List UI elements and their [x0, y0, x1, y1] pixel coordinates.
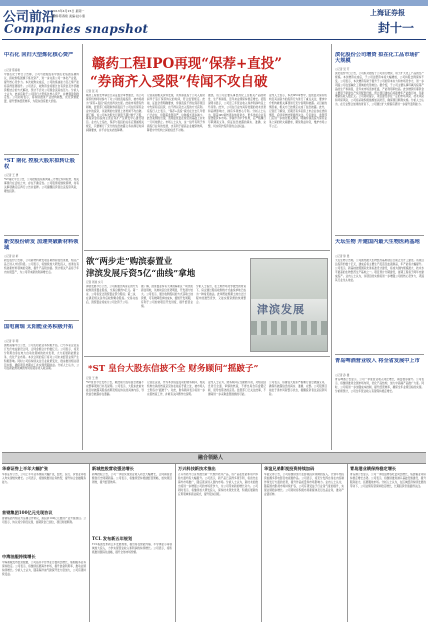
bottom-col2-title: TCL 发布新五年规划: [92, 536, 133, 541]
bottom-left-body2: 首钢集团与相关方签署合作协议，拟投资100亿元推进产业升级项目。公司表示，协议将分阶段兑现，首期资金已到位，项目进展顺利。: [2, 517, 86, 524]
bottom-col3-body: 万兴科技今日宣布推出新一代软件技术产品，该产品在性能和用户体验方面均有大幅提升。公司表示，新产品已获得多项专利，将首先在海外市场推广，随后逐步进入国内市场。分析人士认为，新技术的推出将进一步增强公司的市场竞争力，为公司带来新的增长动力。公司同时表示，将继续加大研发投入，保持技术领先优势，积极拓展新的应用领域和商业模式，提升股东回报。: [178, 473, 258, 496]
bottom-col4-body: 华谊兄弟公告，公司将继续加大在影视投资领域的投入，计划年内投资拍摄多部电影及电视剧作品。公司表示，将充分发挥自身在内容制作和发行方面的优势，提升作品质量和市场影响力。业内人士认为，随着国内影视市场持续扩容，公司有望受益于行业景气度的提升，实现业绩稳步增长。公司同时将积极布局新媒体及衍生品业务，推动产业链延伸。: [264, 473, 344, 496]
lead-headline-line1: 赣药工程IPO再现“保荐+直投”: [92, 56, 283, 72]
st-story: [84, 358, 330, 450]
brief2-body: *ST南化今日公告，公司控股股东拟向第三方转让所持股份，相关事项仍在洽谈之中，存在不确定性。公司股票将继续停牌，待有关事项确定后再行公告并复牌。公司提醒投资者注意投资风险，理性投资。: [4, 178, 79, 193]
bottom-col1-title: 新城控股营收强劲增长: [92, 466, 134, 471]
right-story2-byline: ○记者 徐 晨: [335, 255, 350, 258]
left-column: [2, 42, 81, 452]
bottom-left-title2: 首钢集团100亿元兑现协议: [2, 510, 53, 515]
bottom-left-body1: 华泰证券公告，公司上半年业务规模大幅扩张，经纪、投行、资管业务收入均实现较快增长。公司表示，将继续推进业务转型，提升综合金融服务能力。: [2, 473, 86, 484]
right-story1-body: 滨化股份今日公告，公司拟对控股子公司进行增资，用于扩大化工产品的生产规模。本次增资完成后，子公司注册资本将大幅增加，公司持股比例保持不变。公司表示，本次增资有助于提升子公司的资本实力和市场竞争力，进一步巩固公司在氯碱化工领域的优势地位。据介绍，子公司主要从事环氧丙烷等产品的生产和销售，近年来市场需求旺盛，产能利用率较高。此次增资所募资金主要用于新建生产线及配套设施，预计项目建成后将新增年产能数万吨，年新增销售收入数亿元。公司同时提示，项目建设存在一定的市场风险、技术风险和环保风险，公司将采取积极措施加以防范，确保项目顺利实施。分析人士认为，在行业整合加速的背景下，公司通过扩大规模有望进一步提升盈利能力。: [335, 72, 424, 107]
bottom-col2-body: TCL集团发布新五年发展规划，提出将在智能终端、半导体显示等领域加大投入，力争实现营业收入和利润的持续增长。公司表示，将积极推进国际化战略，提升全球市场份额。: [92, 543, 172, 554]
middle-body-col3: 分析人士指出，在土地市场竞争激烈的背景下，房企通过股权收购的方式曲线拿地已成为一种常见做法。此举既能规避土地出让过程中的激烈竞争，又能实现资源的快速整合。: [196, 285, 246, 304]
brief4-title: 国电南瑞 太阳能业务积极开拓: [4, 324, 74, 330]
masthead-top-bar: [0, 0, 428, 6]
lead-body-col4: 业内人士表示，本次IPO审核中，监管层对保荐机构及其关联方的投资行为进行了重点关注，要求中介机构就相关事项进行充分说明和披露。从目前的情况看，相关方已按规定完成了信息披露。此外，记者还了解到，近期还有多家拟上市企业存在类似情况，后续审核结果值得关注。专家建议，监管部门应进一步细化相关规则，明确券商直投与保荐业务之间的防火墙要求，避免利益冲突，维护市场公平公正。: [269, 94, 327, 129]
masthead: [0, 0, 428, 42]
section-title-en: Companies snapshot: [4, 22, 149, 36]
brief1-title: 中石化 回归大型炼化核心资产: [4, 52, 74, 58]
st-headline: *ST 皇台大股东信披不全 财务顾问“摇跛子”: [88, 364, 259, 374]
bottom-col5-title: 青岛港业绩保持稳定增长: [350, 466, 397, 471]
ad-strip: [2, 452, 426, 464]
paper-name: 上海证券报: [370, 8, 405, 17]
right-column: [333, 42, 426, 452]
st-body-col4: 公司表示，将督促大股东严格履行信息披露义务，确保所披露信息的真实、准确、完整。公司股票目前处于退市风险警示状态，提醒投资者注意投资风险。: [269, 381, 327, 396]
photo-window-row: [251, 321, 327, 335]
lead-byline: 记者 张 亮: [86, 90, 99, 93]
news-photo: [250, 258, 328, 352]
bottom-news: [2, 464, 426, 624]
middle-story: [84, 252, 330, 354]
right-story3-body: 青岛啤酒公告显示，公司一季度营业收入同比增长，销量稳步提升。公司表示，将继续推进全国市场布局，优化产品结构，加大中高端产品推广力度。同时，公司将进一步加强成本控制，提升经营效率，确保全年业绩目标的实现。分析师预计，公司全年营业收入有望保持稳定增长。: [335, 378, 424, 393]
editor-line: 编辑:陈春艳 美编:赵小康: [52, 14, 85, 18]
st-body-col1: *ST皇台今日发布公告，就此前大股东信息披露不完整事项进行补充说明。公司表示，大股东此前未能及时披露其股权质押及相关协议的具体内容，导致信息披露存在遗漏。: [86, 381, 144, 396]
bottom-col3-title: 万兴科技新技术推出: [178, 466, 216, 471]
brief2-byline: ○记者 王 勇: [4, 174, 19, 177]
right-story3-title: 青岛啤酒营业收入 将全省发展中上市: [335, 358, 420, 364]
lead-body-col3: 据悉，该公司主要从事医药化工及相关产品的研发、生产和销售，近年来业绩保持稳定增长。招股说明书显示，公司近三年营业收入和净利润均呈上升趋势。此外，公司在行业内具有较强的技术优势和品牌影响力，拥有多项核心专利。分析人士认为，随着IPO审核逐步恢复常态，更多优质企业有望登陆资本市场。券商作为中介机构，应严格履行尽职调查义务，保证信息披露的真实、准确、完整，切实保护投资者的合法权益。: [208, 94, 266, 129]
right-story2-title: 天坛生物 开建国内最大生物医药基地: [335, 239, 420, 245]
brief4-byline: ○记者 李 明: [4, 340, 19, 343]
lead-story: [84, 42, 330, 248]
date-line: 2013年4月15日 星期一: [52, 9, 85, 13]
bottom-left-body3: 中海油服发布经营数据，公司钻井平台作业日数同比增长，船舶服务业务保持稳定。公司表示，将继续拓展海外市场，提升装备利用率，推动业绩持续增长。分析人士认为，随着海洋油气勘探开发力度加大，公司有望持续受益。: [2, 561, 86, 576]
right-story2-body: 天坛生物公告称，公司国内最大生物医药基地项目日前正式开工建设。该项目总投资约数十亿元，建成后将主要生产疫苗及血液制品，年产能将大幅提升。公司表示，新基地按照国际先进标准设计建设，将成为国内规模最大、技术水平最高的生物医药生产基地之一。项目预计分期建设，首期工程将于两年内建成投产。业内人士认为，该项目的实施将进一步增强公司的核心竞争力，巩固其行业龙头地位。: [335, 259, 424, 282]
bottom-left-title1: 华泰证券上半年大幅扩张: [2, 466, 49, 471]
lead-body-col2: 记者查阅相关资料发现，该券商直投子公司入股时间早于签订保荐协议的时间，符合监管规定。此前，证监会曾明确要求，券商直投不得在保荐项目中先保荐后投资，也不得以突击入股的方式获利。有投行人士表示，“保荐+直投”模式在过去几年曾广泛存在，但随着监管趋严，这种模式逐步减少。此次案例的出现，表明监管层在规范的基础上并未一刀切地禁止。市场人士认为，这一信号有利于券商投行业务的发展，也有利于提高企业融资效率，降低中介机构之间的信息不对称。: [147, 94, 205, 133]
right-story3-byline: ○记者 孙 健: [335, 374, 350, 377]
right-story1-title: 滨化股份公司增资 拟在化工品市场扩大规模: [335, 52, 420, 64]
photo-sign: 津滨发展: [257, 303, 305, 316]
page-label: 封十一: [378, 21, 415, 35]
brief4-body: 国电南瑞今日公告，公司太阳能业务积极开拓，已与多家企业签订光伏电站建设合同，合同金额合计约数亿元。公司表示，将充分利用自身在电力自动化领域的技术优势，大力拓展新能源业务，优化产业布局。本次合同的签订将对公司未来经营业绩产生积极影响。同时公司将持续关注行业政策变化，稳步推进相关项目实施，确保项目按期完工并实现预期收益。分析人士认为，公司在新能源领域的布局将逐步进入收获期。: [4, 344, 79, 371]
bottom-left-title3: 中海油服持续增长: [2, 554, 36, 559]
st-body-col2: 记者注意到，作为本次权益变动的财务顾问，相关机构出具的核查意见存在前后矛盾之处，被市场人士形容为“摇跛子”。对此，财务顾问表示将进一步完善核查工作，并就有关问题作出说明。: [147, 381, 205, 396]
st-byline: 记者 王 勇: [86, 377, 99, 380]
bottom-col4-title: 华谊兄弟影视投资持续加码: [264, 466, 315, 471]
bottom-col5-body: 青岛港公告显示，公司一季度货物吞吐量同比增长，集装箱业务保持稳定增长态势。公司表示，将继续推进港口基础设施建设，提升服务能力，拓展腹地市场。分析人士认为，在区域经济持续发展的带动下，公司业绩有望保持稳定增长，长期投资价值值得关注。: [350, 473, 426, 488]
st-body-col3: 业内人士认为，财务顾问应当勤勉尽责，对相关信息进行全面、审慎的核查，不得出具含有虚假记载、误导性陈述的意见。监管部门已关注此事，不排除进一步采取监管措施的可能。: [208, 381, 266, 396]
middle-headline-line1: 欲“两步走”购滨泰置业: [86, 257, 173, 267]
brief3-byline: ○记者 赵 彬: [4, 255, 19, 258]
section-title-cn: 公司前沿: [3, 10, 56, 25]
brief3-body: 新安股份公告称，公司新材料研发项目取得阶段性进展，相关产品已进入中试阶段。公司表示，将继续加大研发投入，加速在有机硅新材料领域的突破，提升产品附加值。预计相关产品将于年内实现量产，为公司带来新的利润增长点。: [4, 259, 79, 274]
brief1-byline: ○记者 陈春艳: [4, 69, 21, 72]
brief2-title: *ST 南化 控股大股东拟转让股权: [4, 158, 75, 170]
middle-headline-line2: 津滨发展斥资5亿“曲线”拿地: [86, 269, 196, 279]
middle-body-col1: 津滨发展今日公告，公司拟通过两步走的方式收购滨泰置业股权，交易总额约5亿元。第一步，公司将受让滨泰置业部分股权；第二步，在满足相关条件后收购剩余股权。交易完成后，滨泰置业将成为公司全资子公司。: [86, 285, 138, 304]
lead-headline-line2: “券商齐入受限”传闻不攻自破: [90, 74, 268, 90]
brief3-title: 新安股份研发 加速突破新材料领域: [4, 239, 79, 251]
right-story1-byline: ○记者 吴 芳: [335, 68, 350, 71]
middle-body-col2: 据了解，滨泰置业持有天津滨海新区一块优质商住用地，该地块区位优势明显，开发潜力较大。公司表示，通过收购股权的方式获取土地资源，可有效降低拿地成本，缩短开发周期，有利于公司加快项目开发进度，提升经营业绩。: [141, 285, 193, 308]
brief1-body: 中国石化于昨日公告称，公司与控股股东中国石化集团签署协议，拟收购集团旗下炼化资产，进一步完善公司一体化产业链，提升核心竞争力。本次收购完成后，公司的炼油能力及乙烯产能将获得显著提升。公司表示，收购资金将通过自有资金及外部融资相结合的方式解决，预计不会对公司现金流造成压力。分析人士认为，此举有助于公司回归大型炼化核心资产，并增强盈利稳定性。公司同时表示，将持续推进产业结构调整，优化资源配置，提升整体经营效率，为股东创造更大价值。: [4, 73, 79, 104]
middle-byline: 记者 周旭 实习: [86, 281, 104, 284]
ad-label: 融合领路人: [198, 455, 224, 461]
lead-body-col1: 赣药工程首发申请近日获证监会审核通过，该公司保荐机构同时参与了对公司的直接投资，被市场视为“保荐+直投”模式的再次出现。此前市场曾有传闻称，监管部门将限制券商直投子公司在所保荐企业中的投资，该案例的出现使上述传闻不攻自破。据了解，该公司本次拟发行新股不超过数千万股，募集资金将投向主营业务扩产及研发中心建设项目。业内人士指出，保荐与直投的关系应遵循相关规定，只要履行了充分的信息披露义务并满足时间间隔要求，并不存在实质性障碍。: [86, 94, 144, 133]
masthead-rule: [2, 39, 426, 40]
bottom-col1-body: 新城控股公告，公司一季度实现营业收入同比大幅增长，合同销售金额创历史同期新高。公司表示，将继续坚持稳健经营策略，加快项目周转，提升经营效率。: [92, 473, 172, 484]
